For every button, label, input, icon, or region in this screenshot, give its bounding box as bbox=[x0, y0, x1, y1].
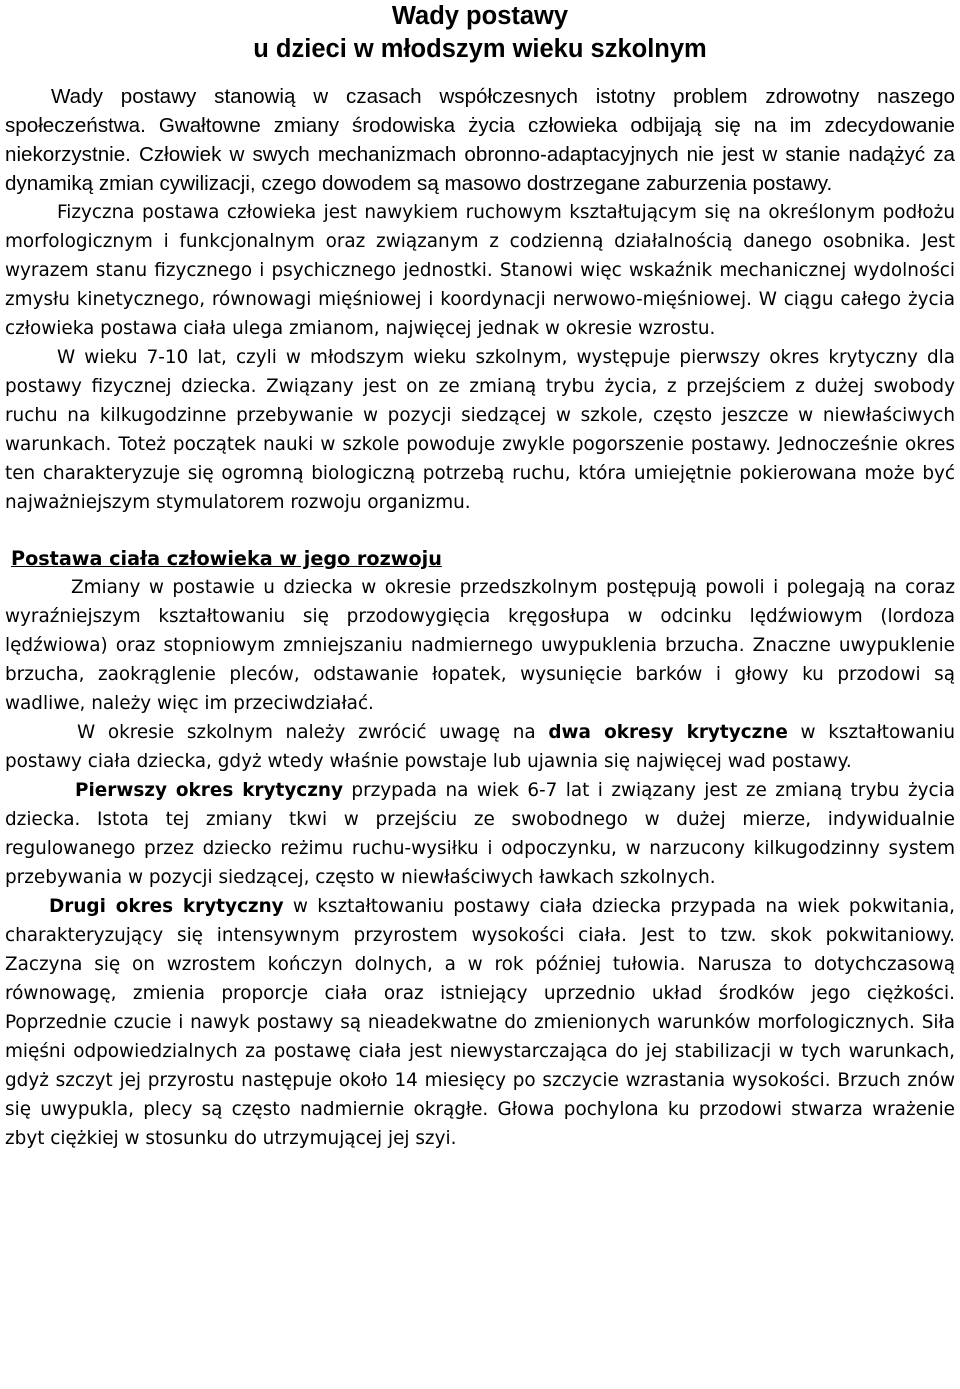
section-paragraph-3 bbox=[5, 776, 955, 892]
title-line-2: u dzieci w młodszym wieku szkolnym bbox=[253, 35, 707, 63]
section-paragraph-4 bbox=[5, 892, 955, 1153]
title-line-1: Wady postawy bbox=[391, 2, 569, 30]
section-p2-text-before: W okresie szkolnym należy zwrócić uwagę na bbox=[77, 722, 549, 743]
section-paragraph-2 bbox=[5, 718, 955, 776]
section-p2-bold: dwa okresy krytyczne bbox=[548, 722, 788, 743]
section-paragraph-1: Zmiany w postawie u dziecka w okresie przedszkolnym postępują powoli i polegają na coraz wyraźniejszym kształtowaniu się przodowygięcia kręgosłupa w odcinku lędźwiowym (lordoza lędźwiowa) oraz stopniowym zmniejszaniu nadmiernego uwypuklenia brzucha. Znaczne uwypuklenie brzucha, zaokrąglenie pleców, odstawanie łopatek, wysunięcie barków i głowy ku przodowi są wadliwe, należy więc im przeciwdziałać. bbox=[5, 577, 955, 714]
section-p2-text-after: w kształtowaniu postawy ciała dziecka, gdyż wtedy właśnie powstaje lub ujawnia się najwięcej wad postawy. bbox=[5, 722, 955, 772]
section-p3-bold: Pierwszy okres krytyczny bbox=[75, 780, 343, 801]
section-p4-text-after: w kształtowaniu postawy ciała dziecka przypada na wiek pokwitania, charakteryzujący się intensywnym przyrostem wysokości ciała. Jest to tzw. skok pokwitaniowy. Zaczyna się on wzrostem kończyn dolnych, a w rok później tułowia. Narusza to dotychczasową równowagę, zmienia proporcje ciała oraz istniejący uprzednio układ środków jego ciężkości. Poprzednie czucie i nawyk postawy są nieadekwatne do zmienionych warunków morfologicznych. Siła mięśni odpowiedzialnych za postawę ciała jest niewystarczająca do jej stabilizacji w tych warunkach, gdyż szczyt jej przyrostu następuje około 14 miesięcy po szczycie wzrastania wysokości. Brzuch znów się uwypukla, plecy są często nadmiernie okrągłe. Głowa pochylona ku przodowi stwarza wrażenie zbyt ciężkiej w stosunku do utrzymującej jej szyi. bbox=[5, 896, 955, 1149]
section-heading-text: Postawa ciała człowieka w jego rozwoju bbox=[11, 547, 442, 570]
section-p4-bold: Drugi okres krytyczny bbox=[49, 896, 284, 917]
intro-paragraph-2: Fizyczna postawa człowieka jest nawykiem ruchowym kształtującym się na określonym podłożu morfologicznym i funkcjonalnym oraz związanym z codzienną działalnością danego osobnika. Jest wyrazem stanu fizycznego i psychicznego jednostki. Stanowi więc wskaźnik mechanicznej wydolności zmysłu kinetycznego, równowagi mięśniowej i koordynacji nerwowo-mięśniowej. W ciągu całego życia człowieka postawa ciała ulega zmianom, najwięcej jednak w okresie wzrostu. bbox=[5, 202, 955, 339]
intro-paragraph-3: W wieku 7-10 lat, czyli w młodszym wieku szkolnym, występuje pierwszy okres krytyczny dla postawy fizycznej dziecka. Związany jest on ze zmianą trybu życia, z przejściem z dużej swobody ruchu na kilkugodzinne przebywanie w pozycji siedzącej w szkole, często jeszcze w niewłaściwych warunkach. Toteż początek nauki w szkole powoduje zwykle pogorszenie postawy. Jednocześnie okres ten charakteryzuje się ogromną biologiczną potrzebą ruchu, która umiejętnie pokierowana może być najważniejszym stymulatorem rozwoju organizmu. bbox=[5, 347, 955, 513]
section-p3-text-after: przypada na wiek 6-7 lat i związany jest ze zmianą trybu życia dziecka. Istota tej zmiany tkwi w przejściu ze swobodnego w dużej mierze, indywidualnie regulowanego przez dziecko reżimu ruchu-wysiłku i odpoczynku, w narzucony kilkugodzinny system przebywania w pozycji siedzącej, często w niewłaściwych ławkach szkolnych. bbox=[5, 780, 955, 888]
intro-paragraph-1: Wady postawy stanowią w czasach współczesnych istotny problem zdrowotny naszego społeczeństwa. Gwałtowne zmiany środowiska życia człowieka odbijają się na im zdecydowanie niekorzystnie. Człowiek w swych mechanizmach obronno-adaptacyjnych nie jest w stanie nadążyć za dynamiką zmian cywilizacji, czego dowodem są masowo dostrzegane zaburzenia postawy. bbox=[5, 85, 955, 195]
document-title bbox=[5, 0, 955, 66]
section-heading bbox=[11, 544, 955, 573]
